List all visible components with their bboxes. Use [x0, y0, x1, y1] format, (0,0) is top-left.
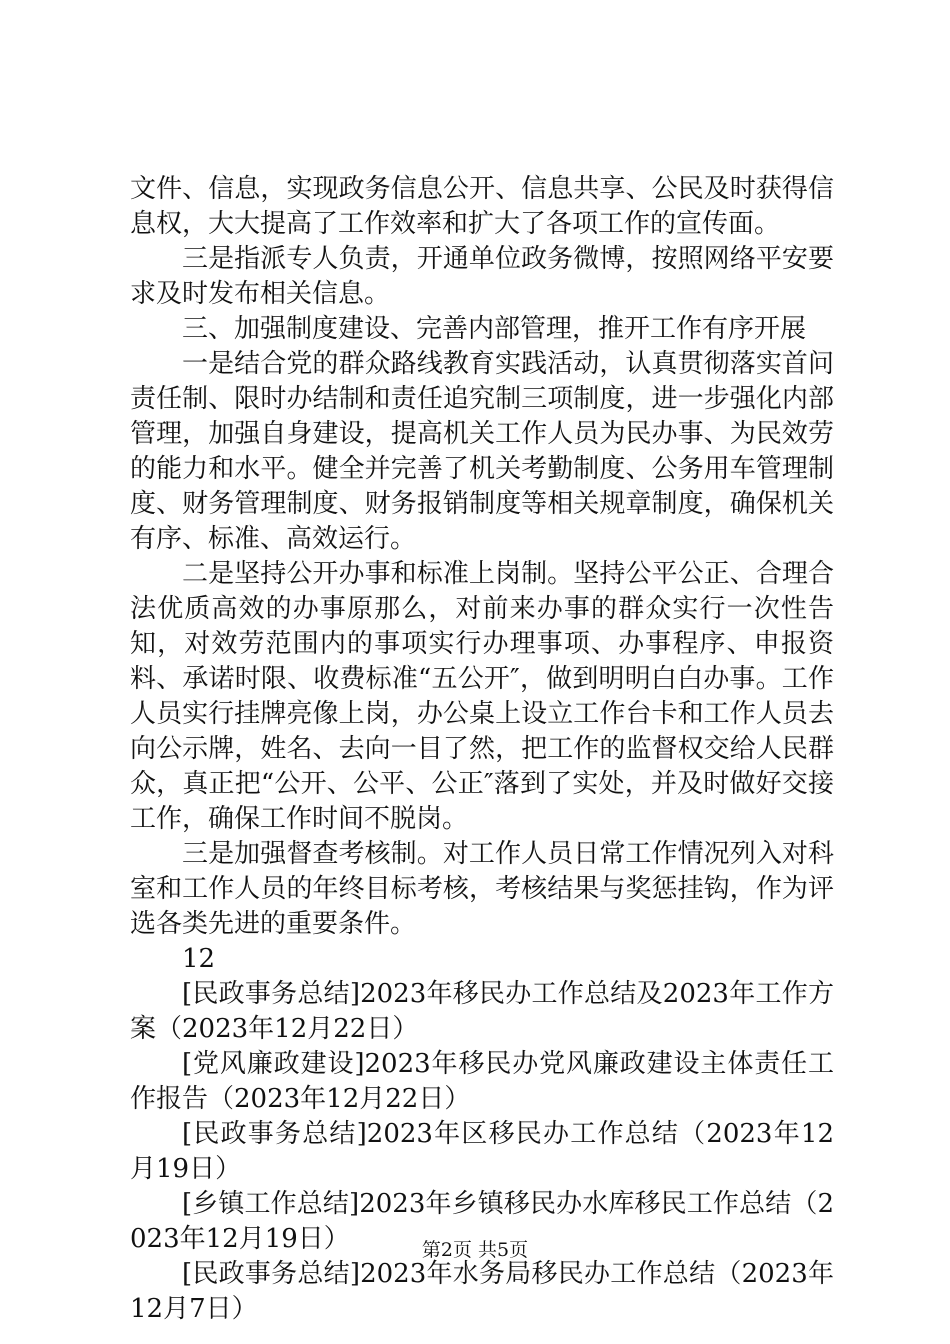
- paragraph-continuation: 文件、信息，实现政务信息公开、信息共享、公民及时获得信息权，大大提高了工作效率和扩大了各项工作的宣传面。: [130, 174, 834, 239]
- related-article-link[interactable]: [乡镇工作总结]2023年乡镇移民办水库移民工作总结（2023年12月19日）: [130, 1189, 834, 1254]
- paragraph-point-two: 二是坚持公开办事和标准上岗制。坚持公平公正、合理合法优质高效的办事原那么，对前来办事的群众实行一次性告知，对效劳范围内的事项实行办理事项、办事程序、申报资料、承诺时限、收费标准“五公开″，做到明明白白办事。工作人员实行挂牌亮像上岗，办公桌上设立工作台卡和工作人员去向公示牌，姓名、去向一目了然，把工作的监督权交给人民群众，真正把“公开、公平、公正″落到了实处，并及时做好交接工作，确保工作时间不脱岗。: [130, 559, 834, 834]
- page-footer: 第2页 共5页: [421, 1239, 529, 1261]
- paragraph-point-one: 一是结合党的群众路线教育实践活动，认真贯彻落实首问责任制、限时办结制和责任追究制三项制度，进一步强化内部管理，加强自身建设，提高机关工作人员为民办事、为民效劳的能力和水平。健全并完善了机关考勤制度、公务用车管理制度、财务管理制度、财务报销制度等相关规章制度，确保机关有序、标准、高效运行。: [130, 349, 834, 554]
- paragraph-number: 12: [182, 944, 216, 974]
- section-heading-system-building: 三、加强制度建设、完善内部管理，推开工作有序开展: [182, 314, 807, 344]
- related-article-link[interactable]: [民政事务总结]2023年水务局移民办工作总结（2023年12月7日）: [130, 1259, 834, 1324]
- paragraph-point-three: 三是加强督查考核制。对工作人员日常工作情况列入对科室和工作人员的年终目标考核，考核结果与奖惩挂钩，作为评选各类先进的重要条件。: [130, 839, 834, 939]
- paragraph-weibo: 三是指派专人负责，开通单位政务微博，按照网络平安要求及时发布相关信息。: [130, 244, 834, 309]
- related-article-link[interactable]: [民政事务总结]2023年区移民办工作总结（2023年12月19日）: [130, 1119, 834, 1184]
- related-article-link[interactable]: [党风廉政建设]2023年移民办党风廉政建设主体责任工作报告（2023年12月22日）: [130, 1049, 834, 1114]
- document-body: [130, 172, 834, 1327]
- related-article-link[interactable]: [民政事务总结]2023年移民办工作总结及2023年工作方案（2023年12月22日）: [130, 979, 834, 1044]
